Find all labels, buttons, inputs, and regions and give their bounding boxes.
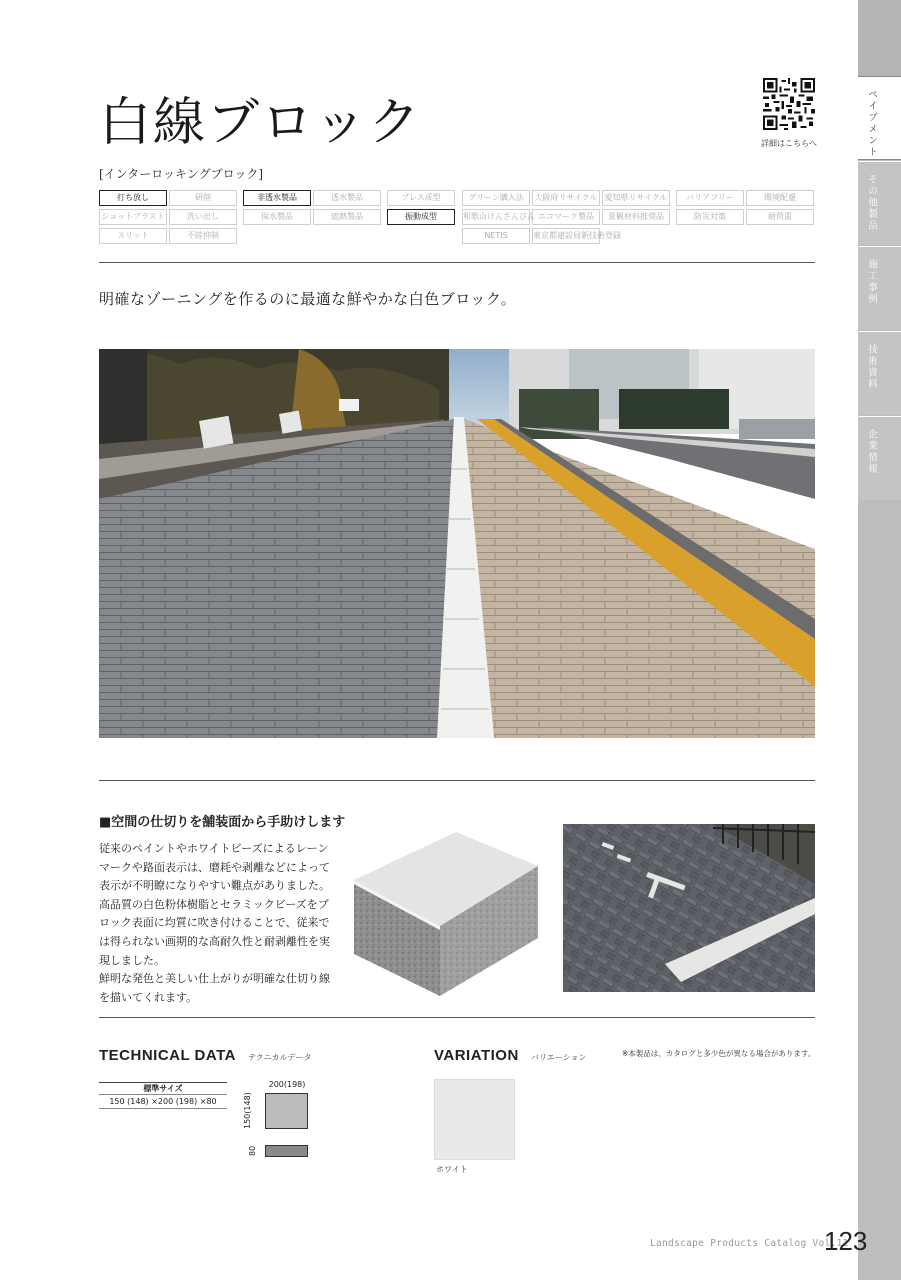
qr-caption: 詳細はこちらへ [761,139,817,148]
product-category: [インターロッキングブロック] [99,167,264,181]
feature-tag: NETIS [462,228,530,244]
feature-tag: 洗い出し [169,209,237,225]
feature-tag: 景観材料推奨品 [602,209,670,225]
dimension-width-label: 200(198) [268,1080,306,1089]
dimension-side-view [265,1145,308,1157]
section-body [99,840,339,1007]
feature-tag: バリアフリー [676,190,744,206]
main-photo [99,349,815,738]
size-table-value: 150 (148) ×200 (198) ×80 [99,1096,227,1109]
technical-data-title: TECHNICAL DATA [99,1047,236,1064]
dimension-length-label: 150(148) [243,1092,252,1129]
dimension-height-label: 80 [248,1145,257,1157]
feature-tag: 愛知県リサイクル [602,190,670,206]
feature-tag: 遮熱製品 [313,209,381,225]
feature-tag: グリーン購入法 [462,190,530,206]
page-number: 123 [824,1226,868,1256]
feature-tag: エコマーク製品 [532,209,600,225]
body-paragraph: 鮮明な発色と美しい仕上がりが明確な仕切り線を描いてくれます。 [99,972,330,1004]
section-heading: ■空間の仕切りを舗装面から手助けします [99,815,346,830]
sidebar-tab-company[interactable]: 企業情報 [858,416,901,500]
feature-tag: 和歌山けんさんぴん [462,209,530,225]
section-sidebar [858,0,901,1280]
block-product-image [348,826,548,1002]
feature-tag: 防災対策 [676,209,744,225]
sidebar-tab-pavement[interactable]: ペイブメント [858,76,901,160]
feature-tag: 東京都建設局新技術登録 [532,228,600,244]
feature-tag: ショットブラスト [99,209,167,225]
dimension-plan-view [265,1093,308,1129]
variation-subtitle: バリエーション [531,1053,587,1062]
divider [99,262,815,263]
qr-code-icon[interactable] [763,78,815,130]
sidebar-top-block [858,0,901,76]
catalog-name: Landscape Products Catalog Vol.11 [650,1238,849,1249]
body-paragraph: 従来のペイントやホワイトビーズによるレーンマークや路面表示は、磨耗や剥離などによって表示が不明瞭になりやすい難点がありました。高品質の白色粉体樹脂とセラミックビーズをブロック表面に均質に吹き付けることで、従来では得られない画期的な高耐久性と耐剥離性を実現しました。 [99,842,330,967]
feature-tag: 保水製品 [243,209,311,225]
feature-tag: 不陸抑制 [169,228,237,244]
sidebar-tab-technical[interactable]: 技術資料 [858,331,901,415]
feature-tag: 非透水製品 [243,190,311,206]
feature-tag: 振動成型 [387,209,455,225]
size-table-header: 標準サイズ [99,1082,227,1095]
sidebar-tab-case-studies[interactable]: 施工事例 [858,246,901,330]
feature-tag: 打ち放し [99,190,167,206]
color-note: ※本製品は、カタログと多少色が異なる場合があります。 [622,1049,816,1058]
sidebar-tab-other-products[interactable]: その他製品 [858,161,901,245]
feature-tag: 環境配慮 [746,190,814,206]
variation-title: VARIATION [434,1047,519,1064]
pavement-marking-photo [563,824,815,992]
feature-tag: 研削 [169,190,237,206]
technical-data-subtitle: テクニカルデータ [248,1053,312,1062]
lead-text: 明確なゾーニングを作るのに最適な鮮やかな白色ブロック。 [99,290,517,308]
page-title: 白線ブロック [99,93,422,153]
feature-tag: 透水製品 [313,190,381,206]
variation-label: ホワイト [436,1165,468,1174]
feature-tag: スリット [99,228,167,244]
divider [99,1017,815,1018]
feature-tag: 耐荷重 [746,209,814,225]
feature-tag: 大阪府リサイクル [532,190,600,206]
divider [99,780,815,781]
variation-swatch-white[interactable] [434,1079,515,1160]
feature-tag: プレス成型 [387,190,455,206]
